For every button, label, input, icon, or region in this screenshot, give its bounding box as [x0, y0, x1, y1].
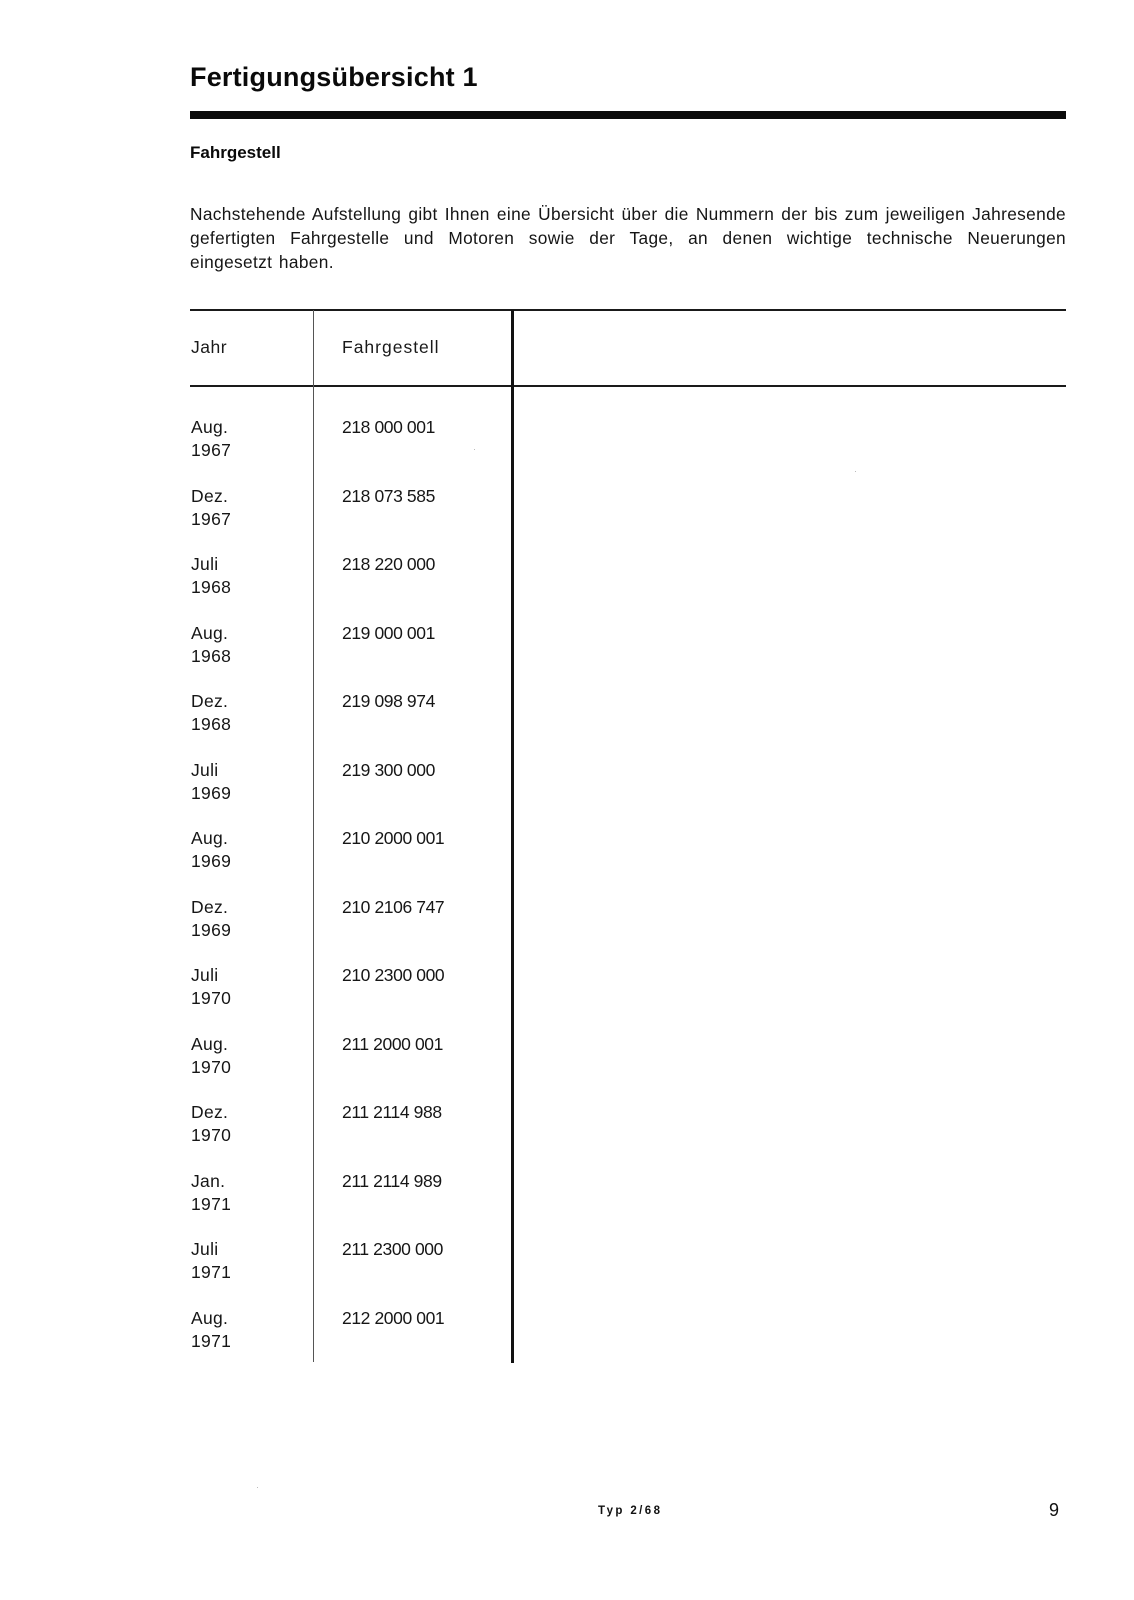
- table-row: [0, 554, 1134, 614]
- row-year: 1968: [191, 714, 232, 734]
- row-year: 1970: [191, 988, 232, 1008]
- row-year: 1967: [191, 508, 232, 529]
- table-row: [0, 760, 1134, 820]
- scan-speck: [474, 449, 475, 450]
- intro-paragraph: Nachstehende Aufstellung gibt Ihnen eine Übersicht über die Nummern der bis zum jeweiligen Jahresende gefertigten Fahrgestelle und Motoren sowie der Tage, an denen wichtige technische Neuerungen eingesetzt haben.: [190, 204, 1066, 273]
- row-month: Aug.: [191, 622, 229, 643]
- row-chassis-number: 211 2114 989: [342, 1170, 442, 1191]
- row-year: 1971: [191, 1193, 232, 1214]
- row-chassis-number: 218 073 585: [342, 485, 435, 506]
- scan-speck: [855, 471, 856, 472]
- table-row: [0, 965, 1134, 1025]
- row-year: 1970: [191, 1125, 232, 1145]
- page-number: 9: [1049, 1500, 1060, 1520]
- row-chassis-number: 218 220 000: [342, 554, 435, 574]
- row-month: Aug.: [191, 1307, 229, 1328]
- row-year: 1969: [191, 851, 232, 871]
- row-month: Juli: [191, 554, 219, 574]
- table-row: [0, 417, 1134, 477]
- column-header-chassis: Fahrgestell: [342, 337, 440, 357]
- table-row: [0, 486, 1134, 546]
- table-row: [0, 828, 1134, 888]
- table-row: [0, 623, 1134, 683]
- table-row: [0, 1171, 1134, 1231]
- row-chassis-number: 219 300 000: [342, 759, 435, 780]
- scan-speck: [257, 1487, 258, 1488]
- column-header-year: Jahr: [191, 337, 228, 357]
- row-month: Aug.: [191, 828, 229, 848]
- row-month: Dez.: [191, 691, 229, 711]
- row-year: 1971: [191, 1262, 232, 1282]
- row-year: 1969: [191, 782, 232, 803]
- row-month: Jan.: [191, 1170, 226, 1191]
- row-year: 1968: [191, 577, 232, 597]
- row-month: Juli: [191, 965, 219, 985]
- row-chassis-number: 218 000 001: [342, 417, 435, 437]
- row-chassis-number: 210 2000 001: [342, 828, 445, 848]
- table-row: [0, 1102, 1134, 1162]
- row-year: 1970: [191, 1056, 232, 1077]
- row-chassis-number: 219 098 974: [342, 691, 435, 711]
- table-row: [0, 1239, 1134, 1299]
- table-row: [0, 1308, 1134, 1368]
- row-month: Dez.: [191, 896, 229, 917]
- row-month: Juli: [191, 759, 219, 780]
- row-chassis-number: 219 000 001: [342, 622, 435, 643]
- table-top-rule: [190, 309, 1066, 311]
- row-chassis-number: 211 2000 001: [342, 1033, 443, 1054]
- row-year: 1968: [191, 645, 232, 666]
- page-title: Fertigungsübersicht 1: [190, 62, 478, 92]
- row-month: Aug.: [191, 1033, 229, 1054]
- row-chassis-number: 212 2000 001: [342, 1307, 445, 1328]
- table-row: [0, 1034, 1134, 1094]
- table-row: [0, 897, 1134, 957]
- footer-type-label: Typ 2/68: [598, 1505, 663, 1517]
- section-heading: Fahrgestell: [190, 143, 281, 162]
- row-month: Aug.: [191, 417, 229, 437]
- row-month: Juli: [191, 1239, 219, 1259]
- table-header-rule: [190, 385, 1066, 387]
- row-year: 1971: [191, 1330, 232, 1351]
- row-month: Dez.: [191, 1102, 229, 1122]
- row-year: 1969: [191, 919, 232, 940]
- row-chassis-number: 210 2300 000: [342, 965, 445, 985]
- table-row: [0, 691, 1134, 751]
- row-chassis-number: 211 2300 000: [342, 1239, 443, 1259]
- row-chassis-number: 211 2114 988: [342, 1102, 442, 1122]
- row-month: Dez.: [191, 485, 229, 506]
- row-year: 1967: [191, 440, 232, 460]
- title-rule: [190, 111, 1066, 119]
- row-chassis-number: 210 2106 747: [342, 896, 445, 917]
